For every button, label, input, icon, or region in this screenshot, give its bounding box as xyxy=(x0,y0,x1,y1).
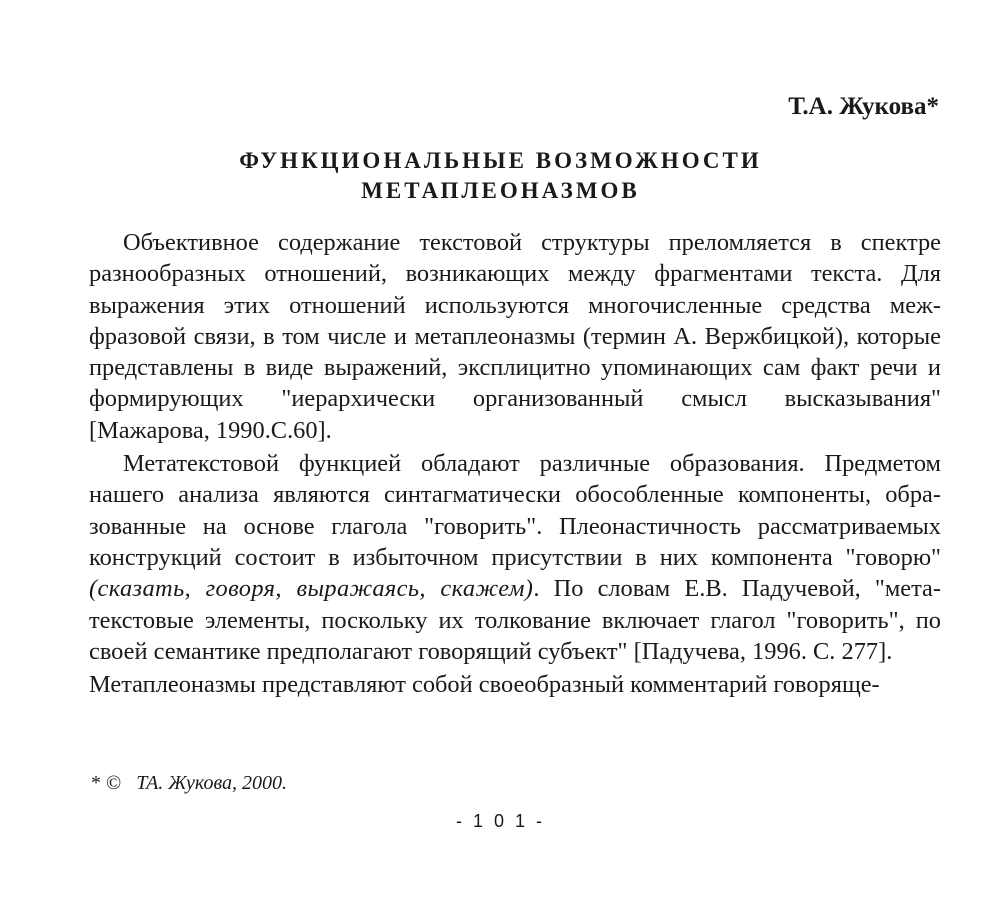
article-body xyxy=(89,227,941,702)
paragraph-2-text-before: Метатекстовой функцией обладают различные образования. Предметом нашего анализа являются синтагматически обособленные компоненты, образованные на основе глагола "говорить". Плеонастичность рассматриваемых конструкций состоит в избыточном присутствии в них компонента "говорю" xyxy=(89,450,941,571)
footnote-text: ТА. Жукова, 2000. xyxy=(136,772,288,794)
paragraph-2-italic-examples: (сказать, говоря, выражаясь, скажем) xyxy=(89,575,534,603)
page-number: - 1 0 1 - xyxy=(455,811,546,831)
article-title xyxy=(0,146,1001,206)
paragraph-3: Метаплеоназмы представляют собой своеобразный комментарий говоряще- xyxy=(89,671,880,699)
paragraph-2-text-after: . По словам Е.В. Падучевой, "метатекстовые элементы, поскольку их толкование включает глагол "говорить", по своей семантике предполагают говорящий субъект" [Падучева, 1996. С. 277]. xyxy=(89,575,941,665)
footnote xyxy=(91,772,287,795)
paragraph-1: Объективное содержание текстовой структуры преломляется в спектре разнообразных отношений, возникающих между фрагментами текста. Для выражения этих отношений используются многочисленные средства межфразовой связи, в том числе и метаплеоназмы (термин А. Вержбицкой), которые представлены в виде выражений, эксплицитно упоминающих сам факт речи и формирующих "иерархически организованный смысл высказывания" [Мажарова, 1990.С.60]. xyxy=(89,229,941,444)
author-name: Т.А. Жукова* xyxy=(788,93,939,120)
footnote-mark: * © xyxy=(91,772,122,794)
title-line-1: ФУНКЦИОНАЛЬНЫЕ ВОЗМОЖНОСТИ xyxy=(239,148,762,173)
title-line-2: МЕТАПЛЕОНАЗМОВ xyxy=(361,178,640,203)
paragraph-2 xyxy=(89,448,941,667)
